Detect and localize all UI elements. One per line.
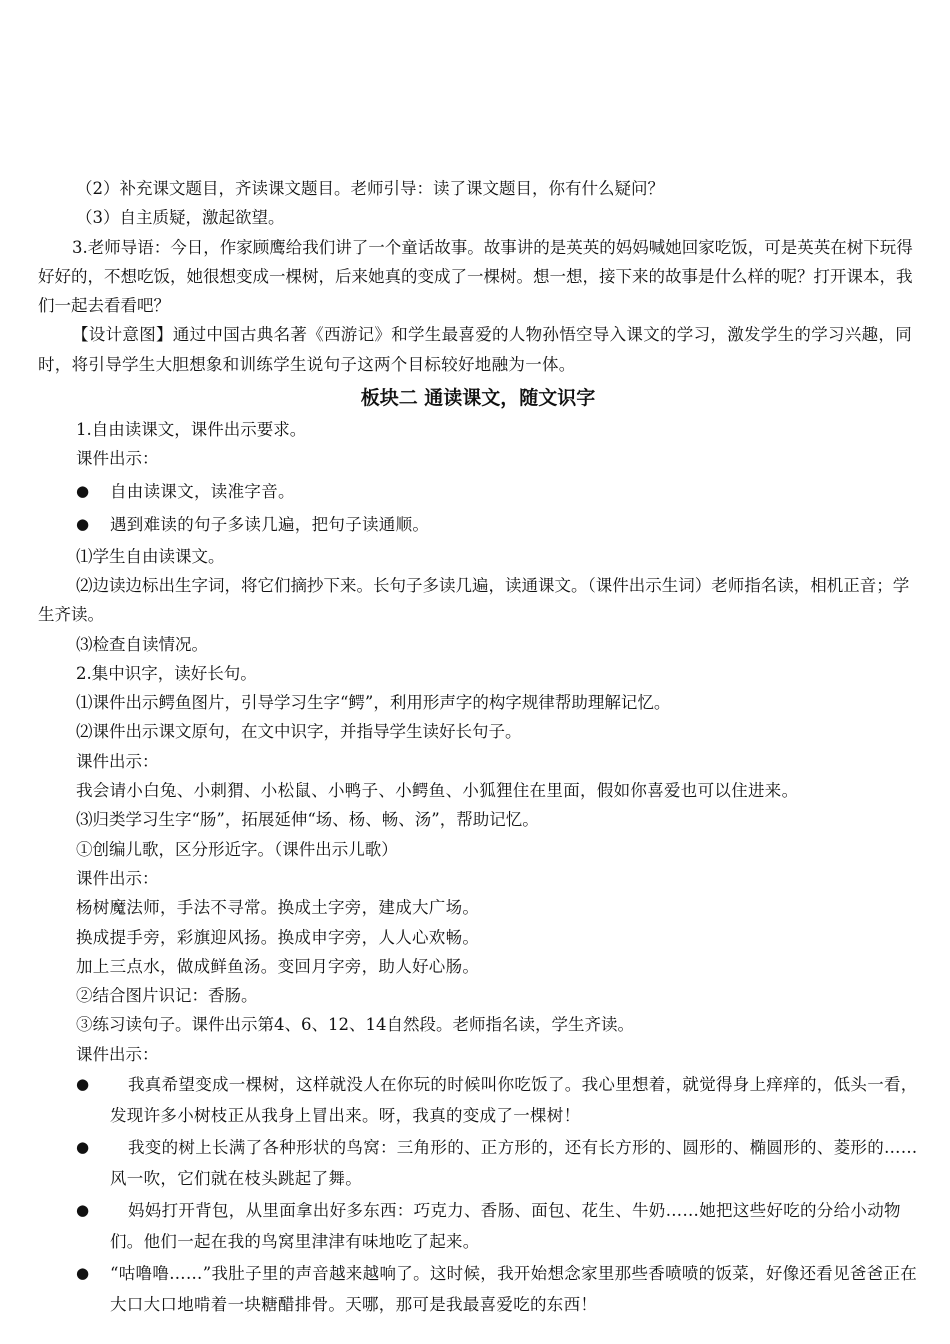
step-2-item-1: ⑴课件出示鳄鱼图片，引导学习生字“鳄”，利用形声字的构字规律帮助理解记忆。 <box>76 693 671 713</box>
step-2-item-2: ⑵课件出示课文原句，在文中识字，并指导学生读好长句子。 <box>76 722 522 742</box>
section-heading: 板块二 通读课文，随文识字 <box>360 387 596 410</box>
intro-line-2: （2）补充课文题目，齐读课文题目。老师引导：读了课文题目，你有什么疑问？ <box>76 179 664 198</box>
courseware-label: 课件出示： <box>76 751 159 771</box>
list-item <box>38 1132 918 1194</box>
document-page <box>38 174 918 1321</box>
poem-line: 杨树魔法师，手法不寻常。换成土字旁，建成大广场。 <box>76 898 480 918</box>
intro-line-3: （3）自主质疑，激起欲望。 <box>76 208 285 228</box>
courseware-label: 课件出示： <box>76 868 159 888</box>
step-2-item-3c: ③练习读句子。课件出示第4、6、12、14自然段。老师指名读，学生齐读。 <box>76 1015 634 1035</box>
passage-list <box>38 1069 918 1320</box>
bullet-icon: ● <box>76 1138 90 1157</box>
requirement-list <box>38 476 918 540</box>
substep-3: ⑶检查自读情况。 <box>76 634 208 654</box>
courseware-label: 课件出示： <box>76 449 159 469</box>
bullet-icon: ● <box>76 481 90 500</box>
step-2: 2.集中识字，读好长句。 <box>76 663 257 683</box>
substep-2: ⑵边读边标出生字词，将它们摘抄下来。长句子多读几遍，读通课文。（课件出示生词）老师指名读，相机正音；学生齐读。 <box>38 575 910 625</box>
passage-text: 我真希望变成一棵树，这样就没人在你玩的时候叫你吃饭了。我心里想着，就觉得身上痒痒的，低头一看，发现许多小树枝正从我身上冒出来。呀，我真的变成了一棵树！ <box>110 1075 918 1126</box>
poem-line: 加上三点水，做成鲜鱼汤。变回月字旁，助人好心肠。 <box>76 956 480 976</box>
substep-1: ⑴学生自由读课文。 <box>76 546 225 566</box>
example-sentence: 我会请小白兔、小刺猬、小松鼠、小鸭子、小鳄鱼、小狐狸住在里面，假如你喜爱也可以住进来。 <box>76 781 799 801</box>
courseware-label: 课件出示： <box>76 1044 159 1064</box>
requirement-text: 遇到难读的句子多读几遍，把句子读通顺。 <box>110 514 430 534</box>
passage-text: 妈妈打开背包，从里面拿出好多东西：巧克力、香肠、面包、花生、牛奶……她把这些好吃的分给小动物们。他们一起在我的鸟窝里津津有味地吃了起来。 <box>110 1201 901 1252</box>
step-2-item-3: ⑶归类学习生字“肠”，拓展延伸“场、杨、畅、汤”，帮助记忆。 <box>76 810 539 830</box>
bullet-icon: ● <box>76 514 90 533</box>
list-item <box>38 509 918 540</box>
step-2-item-3b: ②结合图片识记：香肠。 <box>76 986 258 1006</box>
bullet-icon: ● <box>76 1075 90 1094</box>
passage-text: “咕噜噜……”我肚子里的声音越来越响了。这时候，我开始想念家里那些香喷喷的饭菜，好像还看见爸爸正在大口大口地啃着一块糖醋排骨。天哪，那可是我最喜爱吃的东西！ <box>110 1264 918 1315</box>
list-item <box>38 476 918 507</box>
list-item <box>38 1069 918 1131</box>
bullet-icon: ● <box>76 1264 90 1283</box>
bullet-icon: ● <box>76 1201 90 1220</box>
step-2-item-3a: ①创编儿歌，区分形近字。（课件出示儿歌） <box>76 839 398 859</box>
poem-line: 换成提手旁，彩旗迎风扬。换成申字旁，人人心欢畅。 <box>76 927 480 947</box>
passage-text: 我变的树上长满了各种形状的鸟窝：三角形的、正方形的，还有长方形的、圆形的、椭圆形的、菱形的……风一吹，它们就在枝头跳起了舞。 <box>110 1138 918 1189</box>
design-intent: 【设计意图】通过中国古典名著《西游记》和学生最喜爱的人物孙悟空导入课文的学习，激发学生的学习兴趣，同时，将引导学生大胆想象和训练学生说句子这两个目标较好地融为一体。 <box>38 325 912 374</box>
step-1: 1.自由读课文，课件出示要求。 <box>76 420 307 440</box>
requirement-text: 自由读课文，读准字音。 <box>110 481 295 501</box>
intro-paragraph-3: 3.老师导语：今日，作家顾鹰给我们讲了一个童话故事。故事讲的是英英的妈妈喊她回家吃饭，可是英英在树下玩得好好的，不想吃饭，她很想变成一棵树，后来她真的变成了一棵树。想一想，接下来的故事是什么样的呢？打开课本，我们一起去看看吧？ <box>38 237 913 316</box>
list-item <box>38 1195 918 1257</box>
list-item <box>38 1258 918 1320</box>
